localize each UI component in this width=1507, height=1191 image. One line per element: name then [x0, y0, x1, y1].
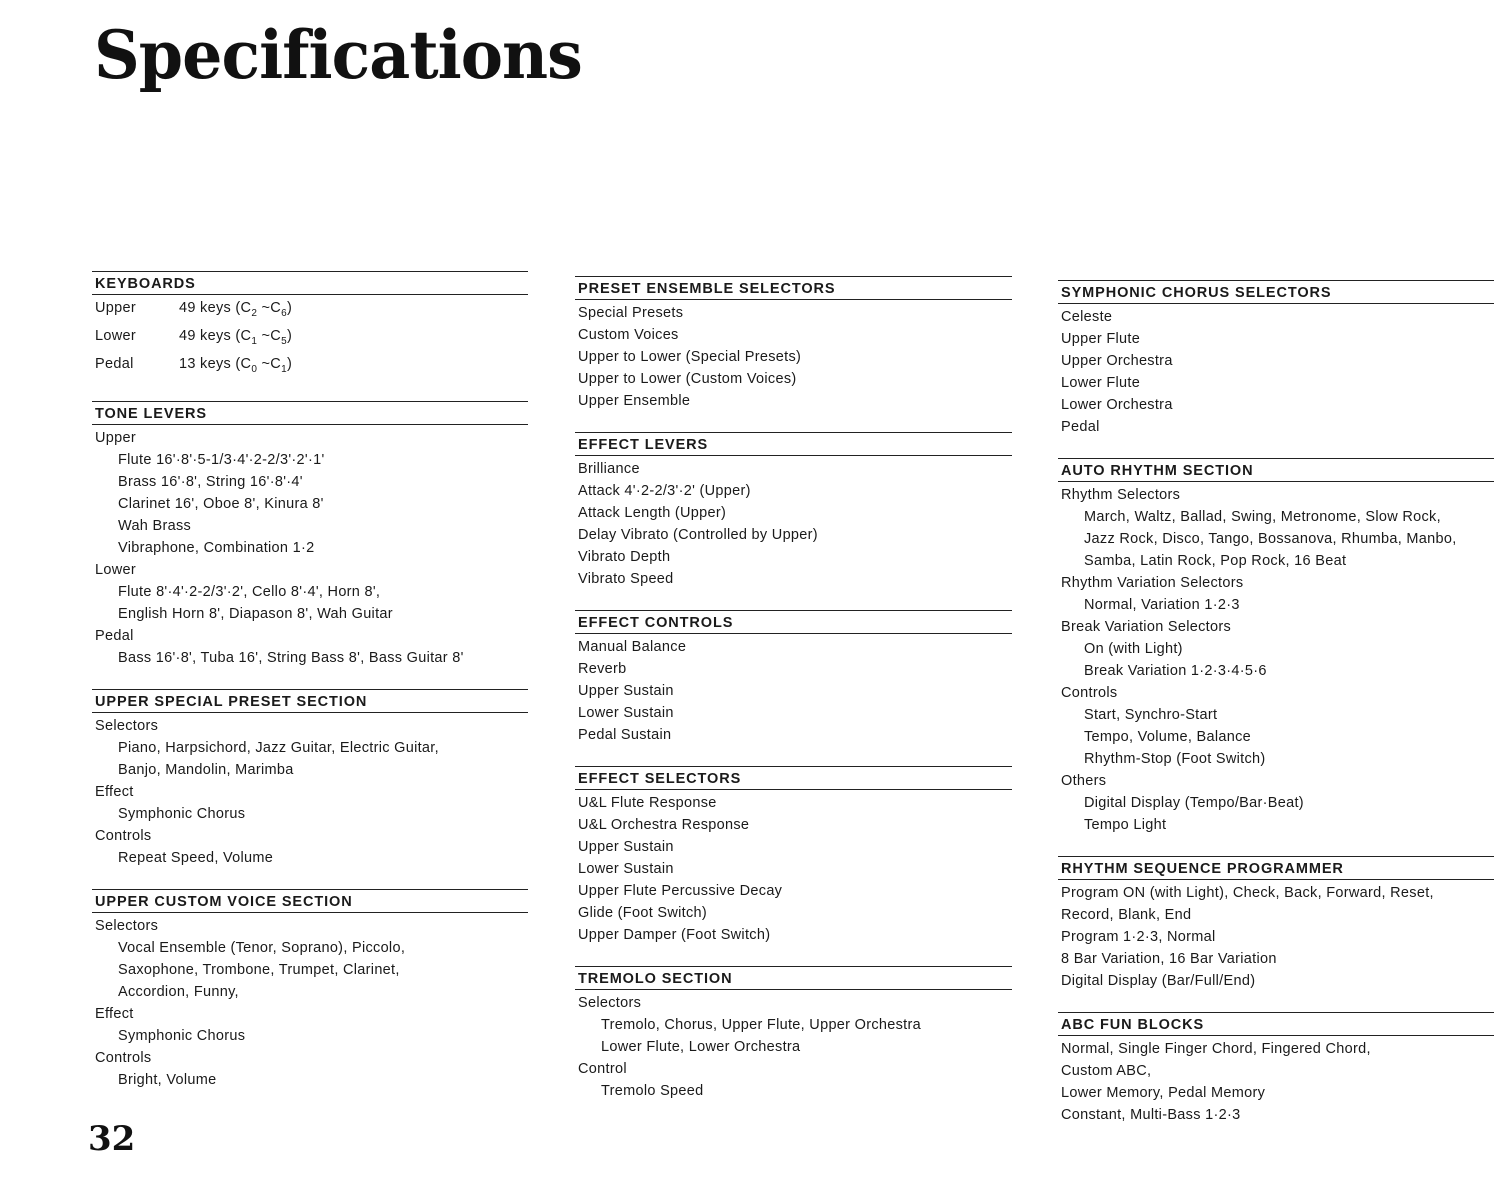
- page-number: 32: [88, 1119, 136, 1159]
- spec-item: Lower Flute, Lower Orchestra: [601, 1039, 801, 1055]
- spec-item: Piano, Harpsichord, Jazz Guitar, Electric Guitar,: [118, 739, 439, 756]
- spec-subheading: Upper to Lower (Custom Voices): [578, 371, 797, 387]
- section-heading: EFFECT LEVERS: [575, 432, 1012, 456]
- keyboard-range-part: ~C: [257, 327, 282, 344]
- spec-item: Digital Display (Tempo/Bar·Beat): [1084, 795, 1304, 811]
- spec-subheading: Lower Sustain: [578, 861, 674, 877]
- keyboard-range: [179, 297, 292, 325]
- spec-item: Rhythm-Stop (Foot Switch): [1084, 751, 1266, 767]
- spec-subheading: Upper Sustain: [578, 683, 674, 699]
- spec-subheading: Custom Voices: [578, 327, 679, 343]
- spec-column-3: [1058, 280, 1494, 1146]
- spec-subheading: Vibrato Speed: [578, 571, 674, 587]
- spec-item: Symphonic Chorus: [118, 1027, 246, 1044]
- spec-subheading: Pedal Sustain: [578, 727, 672, 743]
- spec-subheading: Lower Flute: [1061, 375, 1141, 391]
- keyboard-row: [92, 325, 528, 353]
- keyboard-range-part: 0: [251, 363, 258, 375]
- section-heading: EFFECT SELECTORS: [575, 766, 1012, 790]
- section-heading: KEYBOARDS: [92, 271, 528, 295]
- section-heading: AUTO RHYTHM SECTION: [1058, 458, 1494, 482]
- spec-subheading: Custom ABC,: [1061, 1063, 1152, 1079]
- spec-section: [575, 966, 1012, 1102]
- spec-subheading: Program 1·2·3, Normal: [1061, 929, 1216, 945]
- keyboard-range-part: 5: [281, 335, 287, 347]
- spec-subheading: Upper to Lower (Special Presets): [578, 349, 802, 365]
- spec-subheading: Selectors: [578, 995, 642, 1011]
- spec-subheading: Delay Vibrato (Controlled by Upper): [578, 527, 818, 543]
- spec-item: Tremolo Speed: [601, 1083, 704, 1099]
- spec-subheading: U&L Flute Response: [578, 795, 717, 811]
- spec-item: Bass 16'·8', Tuba 16', String Bass 8', Bass Guitar 8': [118, 649, 464, 666]
- spec-subheading: Constant, Multi-Bass 1·2·3: [1061, 1107, 1241, 1123]
- spec-subheading: Effect: [95, 783, 134, 800]
- keyboard-range-part: ): [286, 355, 293, 372]
- section-heading: PRESET ENSEMBLE SELECTORS: [575, 276, 1012, 300]
- spec-subheading: Vibrato Depth: [578, 549, 671, 565]
- keyboard-range-part: 1: [281, 363, 287, 375]
- spec-subheading: Rhythm Selectors: [1061, 487, 1181, 503]
- spec-item: Symphonic Chorus: [118, 805, 246, 822]
- keyboard-range-part: ~C: [257, 355, 282, 372]
- spec-section: [1058, 856, 1494, 992]
- keyboard-label: Upper: [95, 300, 136, 316]
- spec-item: Vibraphone, Combination 1·2: [118, 539, 315, 556]
- spec-item: March, Waltz, Ballad, Swing, Metronome, Slow Rock,: [1084, 509, 1441, 525]
- spec-subheading: Reverb: [578, 661, 627, 677]
- spec-section: [1058, 458, 1494, 836]
- spec-subheading: Glide (Foot Switch): [578, 905, 707, 921]
- keyboard-range-part: 2: [251, 307, 258, 319]
- spec-subheading: Break Variation Selectors: [1061, 619, 1232, 635]
- spec-subheading: Rhythm Variation Selectors: [1061, 575, 1244, 591]
- spec-section: [575, 432, 1012, 590]
- spec-item: Repeat Speed, Volume: [118, 849, 274, 866]
- spec-section: [92, 401, 528, 669]
- spec-item: Tremolo, Chorus, Upper Flute, Upper Orchestra: [601, 1017, 921, 1033]
- spec-item: Samba, Latin Rock, Pop Rock, 16 Beat: [1084, 553, 1347, 569]
- spec-subheading: 8 Bar Variation, 16 Bar Variation: [1061, 951, 1277, 967]
- keyboard-range-part: 6: [281, 307, 287, 319]
- spec-column-1: [92, 271, 528, 1111]
- spec-subheading: Upper Flute Percussive Decay: [578, 883, 783, 899]
- spec-subheading: Attack 4'·2-2/3'·2' (Upper): [578, 483, 751, 499]
- spec-subheading: Selectors: [95, 917, 159, 934]
- keyboard-range-part: 49 keys (C: [179, 300, 252, 316]
- spec-item: Jazz Rock, Disco, Tango, Bossanova, Rhumba, Manbo,: [1084, 531, 1457, 547]
- spec-item: Tempo, Volume, Balance: [1084, 729, 1251, 745]
- spec-subheading: Record, Blank, End: [1061, 907, 1192, 923]
- keyboard-range-part: ): [286, 300, 293, 316]
- spec-section: [92, 689, 528, 869]
- spec-column-2: [575, 276, 1012, 1122]
- spec-item: Saxophone, Trombone, Trumpet, Clarinet,: [118, 961, 400, 978]
- spec-item: Start, Synchro-Start: [1084, 707, 1218, 723]
- keyboard-row: [92, 297, 528, 325]
- spec-section: [575, 610, 1012, 746]
- spec-subheading: Celeste: [1061, 309, 1113, 325]
- spec-subheading: Special Presets: [578, 305, 684, 321]
- spec-item: Tempo Light: [1084, 817, 1167, 833]
- spec-subheading: Control: [578, 1061, 627, 1077]
- page-title: Specifications: [94, 16, 582, 94]
- spec-subheading: Brilliance: [578, 461, 640, 477]
- spec-subheading: Lower Orchestra: [1061, 397, 1173, 413]
- spec-subheading: Lower Sustain: [578, 705, 674, 721]
- spec-subheading: Manual Balance: [578, 639, 687, 655]
- section-heading: TONE LEVERS: [92, 401, 528, 425]
- spec-subheading: Pedal: [95, 627, 134, 644]
- spec-subheading: Upper: [95, 429, 136, 446]
- spec-item: English Horn 8', Diapason 8', Wah Guitar: [118, 605, 393, 622]
- spec-subheading: Pedal: [1061, 419, 1100, 435]
- spec-item: Brass 16'·8', String 16'·8'·4': [118, 473, 303, 490]
- spec-item: On (with Light): [1084, 641, 1183, 657]
- spec-section: [92, 271, 528, 381]
- keyboard-range-part: ~C: [257, 300, 282, 316]
- section-heading: SYMPHONIC CHORUS SELECTORS: [1058, 280, 1494, 304]
- spec-section: [1058, 280, 1494, 438]
- keyboard-label: Lower: [95, 327, 136, 344]
- section-heading: ABC FUN BLOCKS: [1058, 1012, 1494, 1036]
- spec-subheading: Program ON (with Light), Check, Back, Forward, Reset,: [1061, 885, 1434, 901]
- spec-subheading: Upper Sustain: [578, 839, 674, 855]
- spec-subheading: Upper Orchestra: [1061, 353, 1173, 369]
- section-heading: RHYTHM SEQUENCE PROGRAMMER: [1058, 856, 1494, 880]
- spec-item: Accordion, Funny,: [118, 983, 239, 1000]
- spec-section: [575, 276, 1012, 412]
- spec-subheading: Normal, Single Finger Chord, Fingered Chord,: [1061, 1041, 1371, 1057]
- spec-subheading: Upper Flute: [1061, 331, 1141, 347]
- spec-section: [92, 889, 528, 1091]
- keyboard-range-part: 13 keys (C: [179, 355, 252, 372]
- keyboard-row: [92, 353, 528, 381]
- keyboard-range: [179, 325, 292, 353]
- spec-subheading: Upper Damper (Foot Switch): [578, 927, 771, 943]
- keyboard-range-part: ): [286, 327, 293, 344]
- spec-item: Wah Brass: [118, 517, 192, 534]
- spec-item: Normal, Variation 1·2·3: [1084, 597, 1240, 613]
- keyboard-range-part: 1: [251, 335, 258, 347]
- spec-section: [1058, 1012, 1494, 1126]
- spec-subheading: Attack Length (Upper): [578, 505, 727, 521]
- spec-subheading: Upper Ensemble: [578, 393, 691, 409]
- spec-subheading: Effect: [95, 1005, 134, 1022]
- keyboard-label: Pedal: [95, 355, 134, 372]
- spec-subheading: Lower Memory, Pedal Memory: [1061, 1085, 1266, 1101]
- keyboard-range-part: 49 keys (C: [179, 327, 252, 344]
- section-heading: UPPER CUSTOM VOICE SECTION: [92, 889, 528, 913]
- spec-item: Flute 8'·4'·2-2/3'·2', Cello 8'·4', Horn 8',: [118, 583, 381, 600]
- spec-item: Vocal Ensemble (Tenor, Soprano), Piccolo,: [118, 939, 406, 956]
- spec-subheading: Selectors: [95, 717, 159, 734]
- keyboard-range: [179, 353, 292, 381]
- spec-subheading: Controls: [1061, 685, 1118, 701]
- section-heading: EFFECT CONTROLS: [575, 610, 1012, 634]
- spec-item: Banjo, Mandolin, Marimba: [118, 761, 294, 778]
- spec-subheading: Digital Display (Bar/Full/End): [1061, 973, 1256, 989]
- spec-subheading: U&L Orchestra Response: [578, 817, 750, 833]
- spec-subheading: Lower: [95, 561, 136, 578]
- section-heading: TREMOLO SECTION: [575, 966, 1012, 990]
- spec-subheading: Controls: [95, 827, 152, 844]
- spec-item: Break Variation 1·2·3·4·5·6: [1084, 663, 1267, 679]
- section-heading: UPPER SPECIAL PRESET SECTION: [92, 689, 528, 713]
- spec-subheading: Controls: [95, 1049, 152, 1066]
- spec-item: Flute 16'·8'·5-1/3·4'·2-2/3'·2'·1': [118, 451, 325, 468]
- spec-item: Bright, Volume: [118, 1071, 217, 1088]
- spec-subheading: Others: [1061, 773, 1107, 789]
- spec-section: [575, 766, 1012, 946]
- spec-item: Clarinet 16', Oboe 8', Kinura 8': [118, 495, 324, 512]
